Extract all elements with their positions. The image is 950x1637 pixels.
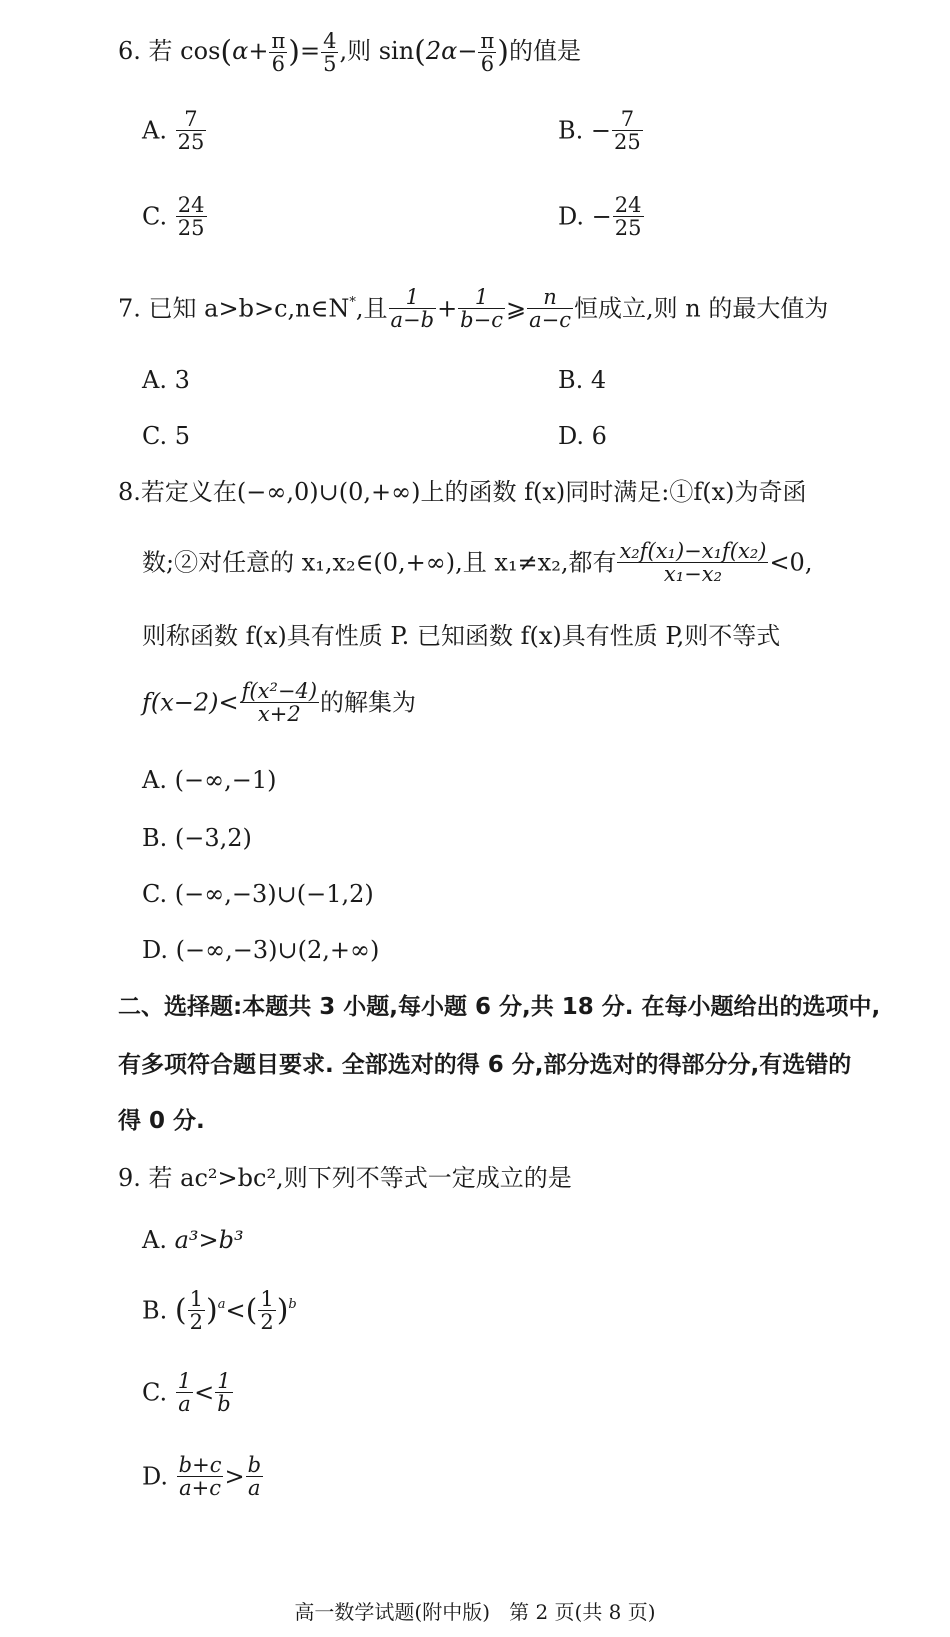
fraction: $\frac{\pi}{6}$ xyxy=(480,29,495,77)
fraction: $\frac{1}{a-b}$ xyxy=(390,285,435,333)
stem-text: α+ xyxy=(232,37,269,66)
option-6a: A. $\frac{7}{25}$ xyxy=(142,107,205,155)
page-footer: 高一数学试题(附中版) 第 2 页(共 8 页) xyxy=(294,1600,656,1624)
stem-text: 2α− xyxy=(425,37,478,66)
option-9a: A. a³>b³ xyxy=(142,1226,244,1254)
stem-text: 已知 a>b>c,n∈N xyxy=(148,294,350,323)
option-7b: B. 4 xyxy=(558,366,607,394)
question-7-stem: 7. 已知 a>b>c,n∈N*,且 $\frac{1}{a-b}$ + $\frac{1}{b-c}$ ⩾ $\frac{n}{a-c}$ 恒成立,则 n 的最大值为 xyxy=(118,285,829,333)
question-number: 8. xyxy=(118,478,141,506)
question-8-line4: f(x−2)< $\frac{\text{f(x²−4)}}{x+2}$ 的解集为 xyxy=(142,679,417,727)
option-7c: C. 5 xyxy=(142,422,191,450)
question-number: 6. xyxy=(118,37,141,66)
question-8-line1 xyxy=(118,480,806,504)
stem-text: 的值是 xyxy=(509,37,582,66)
option-8a: A. (−∞,−1) xyxy=(142,766,277,794)
question-number: 7. xyxy=(118,294,141,323)
option-7a: A. 3 xyxy=(142,366,190,394)
question-9-stem: 9. 若 ac²>bc²,则下列不等式一定成立的是 xyxy=(118,1164,572,1192)
section-2-instructions-line3: 得 0 分. xyxy=(118,1108,205,1134)
stem-text: 若定义在(−∞,0)∪(0,+∞)上的函数 f(x)同时满足:①f(x)为奇函 xyxy=(140,478,807,506)
fraction: $\frac{\text{x₂f(x₁)−x₁f(x₂)}}{\text{x₁−x₂}}$ xyxy=(619,539,767,587)
option-9c: C. $\frac{1}{a}$ < $\frac{1}{b}$ xyxy=(142,1369,231,1417)
option-9d: D. $\frac{b+c}{a+c}$ > $\frac{b}{a}$ xyxy=(142,1453,262,1501)
option-6c: C. $\frac{24}{25}$ xyxy=(142,193,205,241)
option-7d: D. 6 xyxy=(558,422,607,450)
fraction: $\frac{4}{5}$ xyxy=(323,29,337,77)
fraction: $\frac{n}{a-c}$ xyxy=(529,285,571,333)
section-2-instructions-line2: 有多项符合题目要求. 全部选对的得 6 分,部分选对的得部分分,有选错的 xyxy=(118,1052,852,1078)
fraction: $\frac{\pi}{6}$ xyxy=(271,29,286,77)
question-8-line2: 数;②对任意的 x₁,x₂∈(0,+∞),且 x₁≠x₂,都有 $\frac{\text{x₂f(x₁)−x₁f(x₂)}}{\text{x₁−x₂}}$ <0, xyxy=(142,539,813,587)
option-6b: B. − $\frac{7}{25}$ xyxy=(558,107,641,155)
stem-text: ,则 sin xyxy=(339,37,415,66)
option-8d: D. (−∞,−3)∪(2,+∞) xyxy=(142,936,380,964)
stem-text: 若 cos xyxy=(148,37,221,66)
section-2-instructions-line1: 二、选择题:本题共 3 小题,每小题 6 分,共 18 分. 在每小题给出的选项中, xyxy=(118,994,881,1020)
option-8c: C. (−∞,−3)∪(−1,2) xyxy=(142,880,374,908)
option-6d: D. − $\frac{24}{25}$ xyxy=(558,193,642,241)
fraction: $\frac{1}{b-c}$ xyxy=(460,285,503,333)
question-6-stem: 6. 若 cos(α+ $\frac{\pi}{6}$ )= $\frac{4}{5}$ ,则 sin(2α− $\frac{\pi}{6}$ )的值是 xyxy=(118,29,582,77)
fraction: $\frac{\text{f(x²−4)}}{x+2}$ xyxy=(241,679,318,727)
equals-sign: = xyxy=(299,37,321,66)
option-8b: B. (−3,2) xyxy=(142,824,252,852)
question-8-line3: 则称函数 f(x)具有性质 P. 已知函数 f(x)具有性质 P,则不等式 xyxy=(142,622,781,650)
option-9b: B. ( $\frac{1}{2}$ )$^a$<( $\frac{1}{2}$ )$^b$ xyxy=(142,1287,297,1335)
